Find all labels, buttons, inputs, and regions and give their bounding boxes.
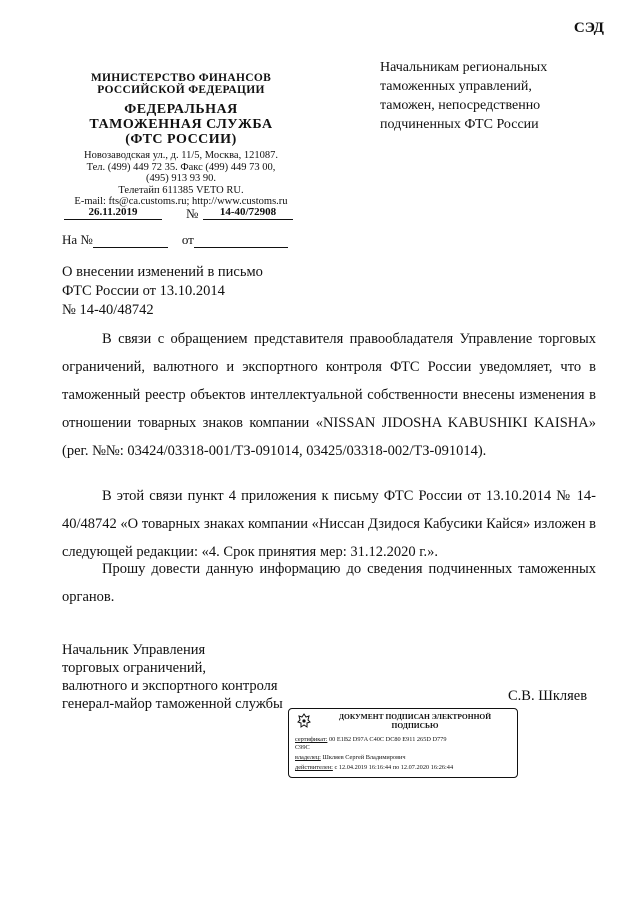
ministry-name: МИНИСТЕРСТВО ФИНАНСОВ РОССИЙСКОЙ ФЕДЕРАЦИИ [90, 72, 272, 96]
registration-number-sign: № [186, 206, 199, 221]
body-paragraph-1: В связи с обращением представителя правообладателя Управление торговых ограничений, валютного и экспортного контроля ФТС России уведомляет, что в таможенный реестр объектов интеллектуальной собственности внесены изменения в отношении товарных знаков компании «NISSAN JIDOSHA KABUSHIKI KAISHA» (рег. №№: 03424/03318-001/ТЗ-091014, 03425/03318-002/ТЗ-091014). [62, 331, 596, 459]
letter-subject: О внесении изменений в письмо ФТС России от 13.10.2014 № 14-40/48742 [62, 264, 263, 318]
certificate-value-continued: C99C [295, 744, 310, 751]
body-paragraph-3: Прошу довести данную информацию до сведения подчиненных таможенных органов. [62, 561, 596, 605]
reference-date-label: от [181, 232, 194, 247]
addressee-block: Начальникам региональных таможенных управлений, таможен, непосредственно подчиненных ФТС России [380, 60, 548, 132]
signatory-name: С.В. Шкляев [508, 688, 588, 704]
stamp-certificate-line [295, 736, 446, 744]
stamp-title: ДОКУМЕНТ ПОДПИСАН ЭЛЕКТРОННОЙ ПОДПИСЬЮ [338, 712, 492, 730]
reference-date-blank [194, 235, 288, 248]
validity-label: действителен: [295, 764, 333, 771]
registration-date: 26.11.2019 [64, 206, 162, 220]
owner-label: владелец: [295, 754, 321, 761]
agency-name: ФЕДЕРАЛЬНАЯ ТАМОЖЕННАЯ СЛУЖБА (ФТС РОССИИ) [89, 102, 273, 147]
reference-row [62, 232, 288, 248]
reference-number-label: На № [62, 232, 93, 247]
electronic-signature-stamp [288, 708, 518, 778]
validity-value: с 12.04.2019 16:16:44 по 12.07.2020 16:26:44 [334, 764, 454, 771]
stamp-validity-line [295, 764, 453, 772]
emblem-icon [297, 713, 311, 734]
registration-number: 14-40/72908 [203, 206, 293, 220]
stamp-owner-line [295, 754, 406, 762]
reference-number-blank [93, 235, 168, 248]
body-paragraph-2: В этой связи пункт 4 приложения к письму ФТС России от 13.10.2014 № 14-40/48742 «О товарных знаках компании «Ниссан Дзидося Кабусики Кайся» изложен в следующей редакции: «4. Срок принятия мер: 31.12.2020 г.». [62, 488, 596, 560]
certificate-label: сертификат: [295, 736, 328, 743]
signatory-title: Начальник Управления торговых ограничений, валютного и экспортного контроля генерал-майор таможенной службы [62, 642, 283, 712]
agency-contacts: Новозаводская ул., д. 11/5, Москва, 121087. Тел. (499) 449 72 35. Факс (499) 449 73 00, (495) 913 93 90. Телетайп 611385 VETO RU. E-mail: fts@ca.customs.ru; http://www.customs.ru [74, 150, 288, 207]
sed-mark: СЭД [573, 20, 604, 36]
owner-value: Шкляев Сергей Владимирович [322, 754, 406, 761]
certificate-value: 00 E1B2 D97A C40C DC80 E911 265D D779 [328, 736, 447, 743]
